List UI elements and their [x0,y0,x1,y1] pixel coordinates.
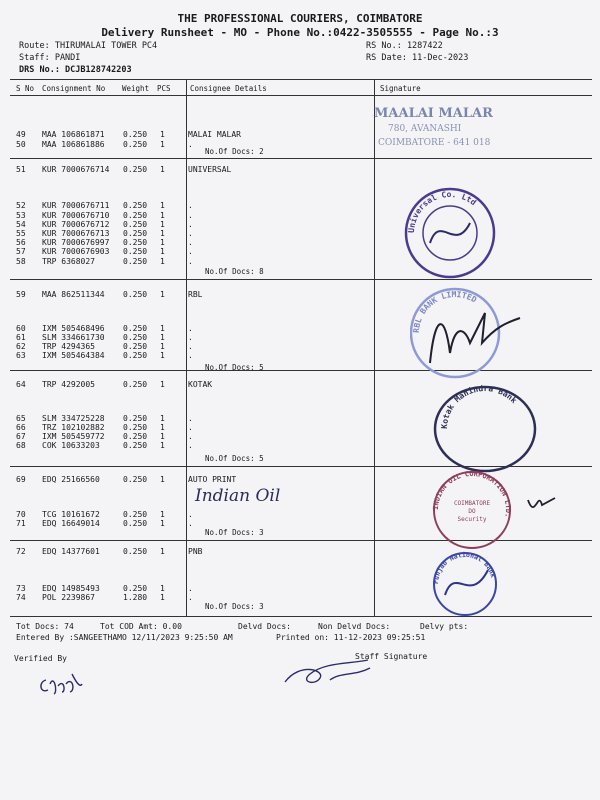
cell-sno: 51 [16,165,26,174]
cell-consignment: TRZ 102102882 [42,423,105,432]
col-header-consignment: Consignment No [42,84,106,93]
pnb-stamp [420,550,510,618]
cell-consignee: . [188,584,193,593]
cell-consignee: . [188,247,193,256]
cell-consignment: EDQ 14377601 [42,547,100,556]
stamp-text-malai-address: 780, AVANASHI [388,124,462,134]
cell-sno: 66 [16,423,26,432]
cell-pcs: 1 [160,510,165,519]
table-top-rule [10,79,592,80]
cell-weight: 0.250 [123,324,148,333]
stamp-text-pnb: Punjab National Bank [431,550,498,585]
group-doc-count: No.Of Docs: 8 [205,267,264,276]
runsheet-subtitle: Delivery Runsheet - MO - Phone No.:0422-3505555 - Page No.:3 [101,26,499,39]
cell-weight: 0.250 [123,247,148,256]
cell-weight: 1.280 [123,593,148,602]
cell-pcs: 1 [160,432,165,441]
stamp-ring [411,289,499,377]
header-rule [10,95,592,96]
cell-consignee: . [188,342,193,351]
indian-oil-stamp [420,470,570,550]
cell-consignment: IXM 505459772 [42,432,105,441]
stamp-text-malai-city: COIMBATORE - 641 018 [378,138,491,148]
cell-pcs: 1 [160,229,165,238]
handwritten-indian-oil: Indian Oil [195,486,281,506]
cell-weight: 0.250 [123,220,148,229]
cell-pcs: 1 [160,333,165,342]
rbl-stamp [410,283,530,383]
staff-signature-label: Staff Signature [355,652,428,661]
group-divider [10,279,592,280]
drs-number: DRS No.: DCJB128742203 [19,65,132,75]
cell-weight: 0.250 [123,547,148,556]
entered-by: Entered By :SANGEETHAMO 12/11/2023 9:25:50 AM [16,633,233,642]
cell-sno: 50 [16,140,26,149]
cell-consignment: SLM 334725228 [42,414,105,423]
group-doc-count: No.Of Docs: 5 [205,363,264,372]
rs-number: RS No.: 1287422 [366,41,443,51]
svg-text:Punjab National Bank [432,551,497,584]
universal-stamp [400,183,500,283]
cell-consignee: AUTO PRINT [188,475,237,484]
signature-scribble [430,313,520,363]
group-divider [10,158,592,159]
cell-consignee: . [188,432,193,441]
cell-sno: 65 [16,414,26,423]
verified-by-label: Verified By [14,654,67,663]
cell-weight: 0.250 [123,140,148,149]
cell-consignment: COK 10633203 [42,441,100,450]
cell-consignment: MAA 106861871 [42,130,105,139]
cell-weight: 0.250 [123,432,148,441]
cell-pcs: 1 [160,140,165,149]
stamp-text-rbl: RBL BANK LIMITED [411,289,479,334]
cell-pcs: 1 [160,584,165,593]
cell-consignee: . [188,220,193,229]
cell-consignee: . [188,229,193,238]
cell-consignment: POL 2239867 [42,593,95,602]
col-header-details: Consignee Details [190,84,267,93]
col-header-weight: Weight [122,84,150,93]
table-row [0,257,600,267]
cell-weight: 0.250 [123,290,148,299]
total-cod-amount: Tot COD Amt: 0.00 [100,622,182,631]
cell-pcs: 1 [160,423,165,432]
cell-consignment: MAA 106861886 [42,140,105,149]
delivery-points: Delvy pts: [420,622,469,631]
cell-sno: 59 [16,290,26,299]
cell-pcs: 1 [160,342,165,351]
group-doc-count: No.Of Docs: 5 [205,454,264,463]
cell-pcs: 1 [160,324,165,333]
verifier-signature [36,662,86,700]
cell-consignee: . [188,333,193,342]
cell-weight: 0.250 [123,475,148,484]
cell-pcs: 1 [160,519,165,528]
malai-malar-stamp [368,100,533,152]
cell-consignment: KUR 7000676713 [42,229,110,238]
rs-date: RS Date: 11-Dec-2023 [366,53,469,63]
cell-weight: 0.250 [123,510,148,519]
table-row [0,165,600,175]
cell-consignment: EDQ 16649014 [42,519,100,528]
cell-sno: 68 [16,441,26,450]
cell-weight: 0.250 [123,584,148,593]
cell-sno: 64 [16,380,26,389]
cell-consignment: EDQ 14985493 [42,584,100,593]
cell-consignee: . [188,257,193,266]
cell-pcs: 1 [160,247,165,256]
cell-sno: 61 [16,333,26,342]
cell-consignment: KUR 7000676711 [42,201,110,210]
cell-consignee: . [188,238,193,247]
cell-consignee: . [188,423,193,432]
company-title: THE PROFESSIONAL COURIERS, COIMBATORE [177,12,423,25]
cell-weight: 0.250 [123,257,148,266]
cell-consignment: TRP 4292005 [42,380,95,389]
table-row [0,201,600,211]
cell-pcs: 1 [160,593,165,602]
cell-pcs: 1 [160,290,165,299]
group-doc-count: No.Of Docs: 3 [205,602,264,611]
cell-consignee: MALAI MALAR [188,130,241,139]
cell-weight: 0.250 [123,423,148,432]
cell-consignment: TRP 6368027 [42,257,95,266]
cell-weight: 0.250 [123,441,148,450]
cell-consignment: KUR 7000676710 [42,211,110,220]
stamp-text-malai: MAALAI MALAR [374,106,493,121]
svg-text:RBL BANK LIMITED [412,290,478,333]
cell-consignee: . [188,414,193,423]
stamp-ring [435,387,535,471]
cell-consignment: EDQ 25166560 [42,475,100,484]
cell-pcs: 1 [160,165,165,174]
cell-pcs: 1 [160,238,165,247]
cell-weight: 0.250 [123,351,148,360]
route-label: Route: THIRUMALAI TOWER PC4 [19,41,158,51]
cell-weight: 0.250 [123,380,148,389]
cell-sno: 73 [16,584,26,593]
cell-sno: 53 [16,211,26,220]
cell-consignment: TRP 4294365 [42,342,95,351]
cell-sno: 57 [16,247,26,256]
cell-sno: 49 [16,130,26,139]
cell-consignee: . [188,140,193,149]
cell-weight: 0.250 [123,333,148,342]
stamp-text-iocl-city: COIMBATORE [453,500,491,507]
cell-consignee: . [188,441,193,450]
cell-consignment: KUR 7000676997 [42,238,110,247]
cell-consignee: . [188,211,193,220]
cell-consignee: . [188,510,193,519]
svg-text:Kotak Mahindra Bank [440,384,519,429]
cell-pcs: 1 [160,380,165,389]
signature-scribble [445,570,488,595]
cell-weight: 0.250 [123,130,148,139]
cell-consignment: KUR 7000676714 [42,165,110,174]
printed-on: Printed on: 11-12-2023 09:25:51 [276,633,426,642]
stamp-text-iocl-do: DO [468,508,476,515]
cell-weight: 0.250 [123,519,148,528]
cell-consignment: MAA 862511344 [42,290,105,299]
cell-consignee: . [188,351,193,360]
cell-sno: 58 [16,257,26,266]
total-docs: Tot Docs: 74 [16,622,74,631]
cell-pcs: 1 [160,201,165,210]
signature-scribble [430,223,470,243]
col-header-pcs: PCS [157,84,171,93]
cell-consignee: UNIVERSAL [188,165,232,174]
cell-pcs: 1 [160,257,165,266]
col-header-signature: Signature [380,84,421,93]
cell-sno: 62 [16,342,26,351]
cell-sno: 67 [16,432,26,441]
cell-sno: 52 [16,201,26,210]
cell-consignee: . [188,519,193,528]
cell-weight: 0.250 [123,201,148,210]
cell-sno: 63 [16,351,26,360]
non-delivered-docs: Non Delvd Docs: [318,622,391,631]
staff-label: Staff: PANDI [19,53,81,63]
cell-sno: 70 [16,510,26,519]
cell-consignment: SLM 334661730 [42,333,105,342]
cell-weight: 0.250 [123,229,148,238]
cell-consignment: KUR 7000676903 [42,247,110,256]
cell-weight: 0.250 [123,238,148,247]
cell-consignment: IXM 505464384 [42,351,105,360]
cell-consignment: KUR 7000676712 [42,220,110,229]
cell-sno: 71 [16,519,26,528]
cell-pcs: 1 [160,414,165,423]
stamp-text-iocl: INDIAN OIL CORPORATION LTD. [431,470,513,519]
cell-sno: 54 [16,220,26,229]
stamp-text-kotak: Kotak Mahindra Bank [439,383,519,430]
cell-pcs: 1 [160,547,165,556]
cell-consignee: . [188,593,193,602]
cell-sno: 56 [16,238,26,247]
cell-weight: 0.250 [123,414,148,423]
delivered-docs: Delvd Docs: [238,622,291,631]
cell-sno: 55 [16,229,26,238]
cell-sno: 72 [16,547,26,556]
kotak-stamp [428,383,543,473]
signature-scribble [528,498,555,507]
table-row [0,247,600,257]
cell-consignee: . [188,201,193,210]
staff-signature [280,652,390,694]
stamp-text-iocl-security: Security [457,516,487,523]
cell-consignee: RBL [188,290,203,299]
cell-pcs: 1 [160,211,165,220]
cell-sno: 60 [16,324,26,333]
group-doc-count: No.Of Docs: 2 [205,147,264,156]
cell-pcs: 1 [160,475,165,484]
cell-consignee: KOTAK [188,380,213,389]
stamp-text-universal: Universal Co. Ltd [406,189,478,234]
cell-weight: 0.250 [123,211,148,220]
cell-consignment: TCG 10161672 [42,510,100,519]
cell-pcs: 1 [160,351,165,360]
table-row [0,593,600,603]
cell-pcs: 1 [160,220,165,229]
cell-weight: 0.250 [123,165,148,174]
cell-consignee: . [188,324,193,333]
cell-sno: 74 [16,593,26,602]
cell-pcs: 1 [160,441,165,450]
cell-pcs: 1 [160,130,165,139]
cell-weight: 0.250 [123,342,148,351]
group-doc-count: No.Of Docs: 3 [205,528,264,537]
col-header-sno: S No [16,84,35,93]
cell-consignee: PNB [188,547,203,556]
cell-sno: 69 [16,475,26,484]
cell-consignment: IXM 505468496 [42,324,105,333]
